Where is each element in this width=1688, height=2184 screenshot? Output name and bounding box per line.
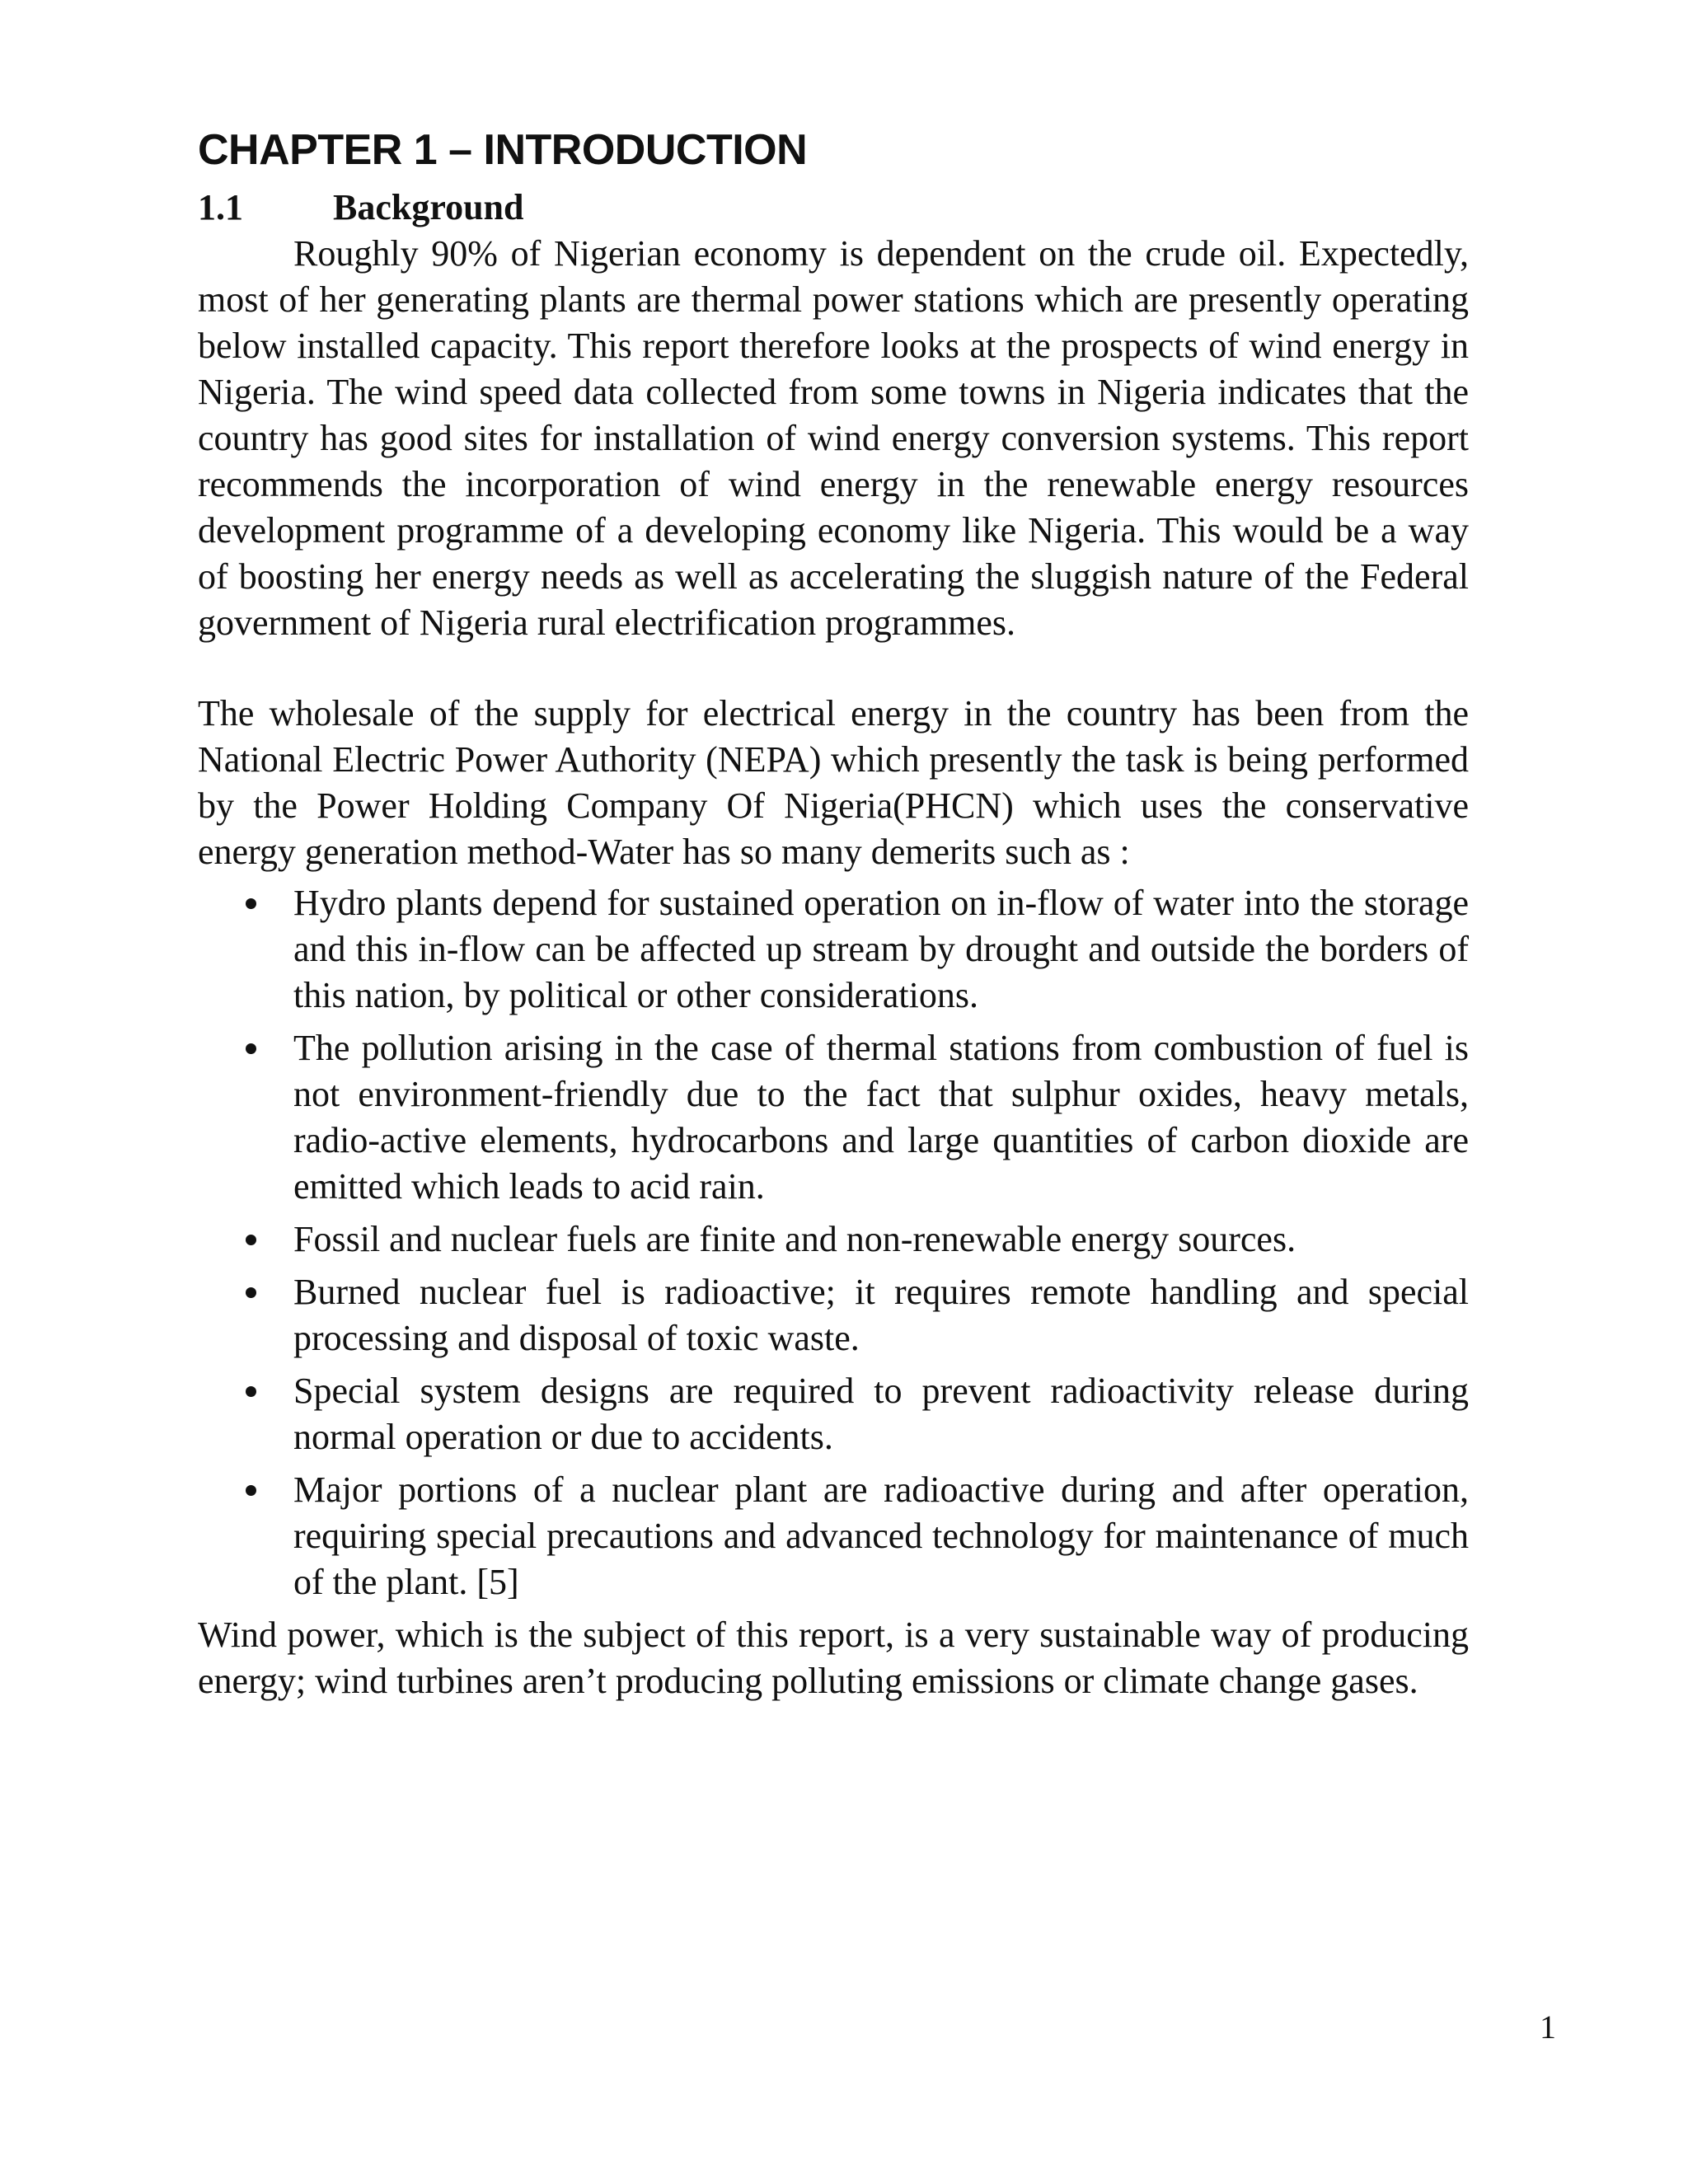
bullet-icon <box>246 1485 256 1496</box>
list-item <box>198 1025 1469 1210</box>
page-number: 1 <box>1540 2008 1556 2046</box>
list-item-text: Major portions of a nuclear plant are radioactive during and after operation, requiring special precautions and advanced technology for maintenance of much of the plant. [5] <box>293 1469 1469 1602</box>
paragraph-spacer <box>198 646 1469 691</box>
list-item-text: The pollution arising in the case of thermal stations from combustion of fuel is not environment-friendly due to the fact that sulphur oxides, heavy metals, radio-active elements, hydrocarbons and large quantities of carbon dioxide are emitted which leads to acid rain. <box>293 1028 1469 1207</box>
list-item-text: Hydro plants depend for sustained operation on in-flow of water into the storage and this in-flow can be affected up stream by drought and outside the borders of this nation, by political or other considerations. <box>293 883 1469 1015</box>
list-item <box>198 1216 1469 1263</box>
wind-power-paragraph: Wind power, which is the subject of this report, is a very sustainable way of producing energy; wind turbines aren’t producing polluting emissions or climate change gases. <box>198 1615 1469 1701</box>
section-number: 1.1 <box>198 187 243 227</box>
list-item <box>198 880 1469 1019</box>
bullet-icon <box>246 1043 256 1054</box>
list-item <box>198 1269 1469 1361</box>
list-item-text: Burned nuclear fuel is radioactive; it requires remote handling and special processing and disposal of toxic waste. <box>293 1272 1469 1358</box>
list-item-text: Fossil and nuclear fuels are finite and non-renewable energy sources. <box>293 1219 1296 1259</box>
supply-paragraph: The wholesale of the supply for electrical energy in the country has been from the National Electric Power Authority (NEPA) which presently the task is being performed by the Power Holding Company Of Nigeria(PHCN) which uses the conservative energy generation method-Water has so many demerits such as : <box>198 693 1469 872</box>
chapter-title: CHAPTER 1 – INTRODUCTION <box>198 126 808 174</box>
document-page <box>198 124 1469 1704</box>
section-heading <box>198 185 1469 231</box>
list-item-text: Special system designs are required to prevent radioactivity release during normal operation or due to accidents. <box>293 1371 1469 1457</box>
bullet-icon <box>246 1235 256 1245</box>
section-title: Background <box>333 187 524 227</box>
bullet-icon <box>246 1386 256 1397</box>
bullet-icon <box>246 1287 256 1298</box>
bullet-icon <box>246 898 256 909</box>
intro-paragraph: Roughly 90% of Nigerian economy is dependent on the crude oil. Expectedly, most of her generating plants are thermal power stations which are presently operating below installed capacity. This report therefore looks at the prospects of wind energy in Nigeria. The wind speed data collected from some towns in Nigeria indicates that the country has good sites for installation of wind energy conversion systems. This report recommends the incorporation of wind energy in the renewable energy resources development programme of a developing economy like Nigeria. This would be a way of boosting her energy needs as well as accelerating the sluggish nature of the Federal government of Nigeria rural electrification programmes. <box>198 233 1469 643</box>
list-item <box>198 1368 1469 1460</box>
demerits-list <box>198 880 1469 1605</box>
list-item <box>198 1467 1469 1605</box>
